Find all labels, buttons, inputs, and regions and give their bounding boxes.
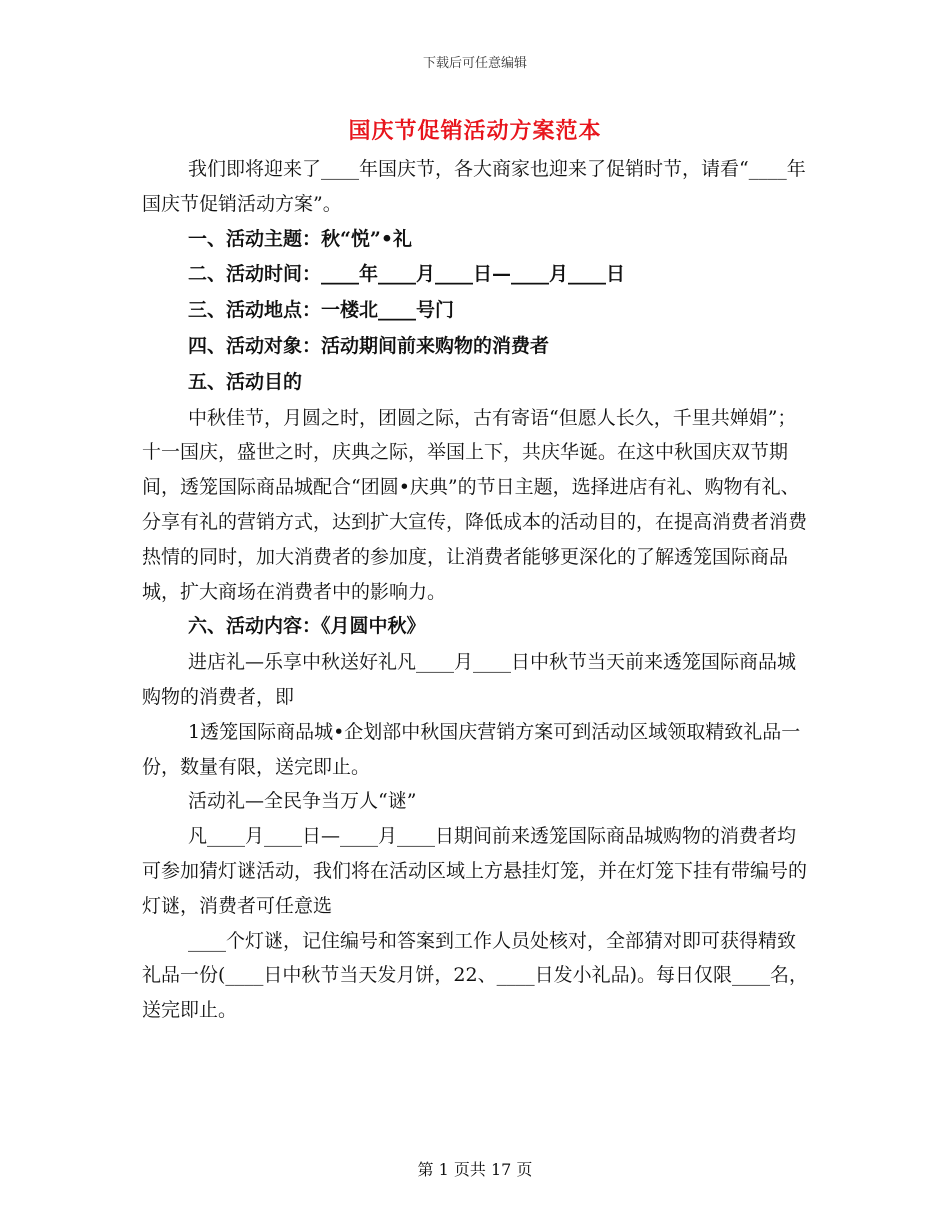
- document-title: 国庆节促销活动方案范本: [348, 118, 602, 144]
- section-heading-theme: 一、活动主题：秋“悦”•礼: [188, 227, 413, 250]
- activity-gift-heading: 活动礼—全民争当万人“谜”: [188, 790, 417, 813]
- section-heading-purpose: 五、活动目的: [188, 370, 303, 393]
- riddle-prize-paragraph: ____个灯谜，记住编号和答案到工作人员处核对，全部猜对即可获得精致礼品一份(____日中秋节当天发月饼，22、____日发小礼品)。每日仅限____名，送完即止。: [142, 929, 809, 1022]
- section-heading-location: 三、活动地点：一楼北____号门: [188, 299, 455, 322]
- document-body: [142, 152, 808, 1028]
- section-heading-audience: 四、活动对象：活动期间前来购物的消费者: [188, 334, 550, 357]
- section-heading-content: 六、活动内容：《月圆中秋》: [188, 615, 426, 638]
- page-number-footer: 第 1 页共 17 页: [417, 1160, 533, 1179]
- lantern-riddle-paragraph: 凡____月____日—____月____日期间前来透笼国际商品城购物的消费者均可参加猜灯谜活动，我们将在活动区域上方悬挂灯笼，并在灯笼下挂有带编号的灯谜，消费者可任意选: [142, 825, 808, 917]
- entry-gift-detail-paragraph: 1透笼国际商品城•企划部中秋国庆营销方案可到活动区域领取精致礼品一份，数量有限，送完即止。: [142, 720, 801, 778]
- section-heading-time: 二、活动时间：____年____月____日—____月____日: [188, 263, 626, 286]
- purpose-paragraph: 中秋佳节，月圆之时，团圆之际，古有寄语“但愿人长久，千里共婵娟”；十一国庆，盛世之时，庆典之际，举国上下，共庆华诞。在这中秋国庆双节期间，透笼国际商品城配合“团圆•庆典”的节日主题，选择进店有礼、购物有礼、分享有礼的营销方式，达到扩大宣传，降低成本的活动目的，在提高消费者消费热情的同时，加大消费者的参加度，让消费者能够更深化的了解透笼国际商品城，扩大商场在消费者中的影响力。: [142, 406, 808, 603]
- intro-paragraph: 我们即将迎来了____年国庆节，各大商家也迎来了促销时节，请看“____年国庆节促销活动方案”。: [142, 158, 806, 215]
- page-header-note: 下载后可任意编辑: [422, 56, 527, 71]
- entry-gift-paragraph: 进店礼—乐享中秋送好礼凡____月____日中秋节当天前来透笼国际商品城购物的消费者，即: [142, 651, 797, 708]
